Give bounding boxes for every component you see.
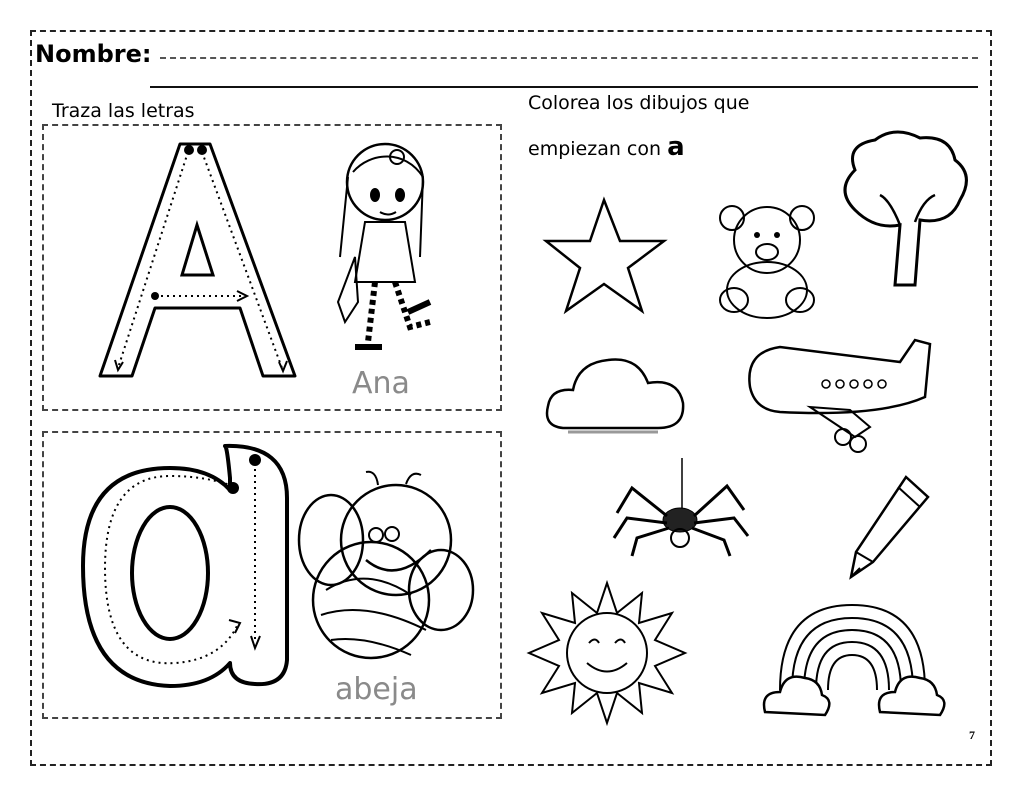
- trace-instruction: Traza las letras: [52, 100, 195, 122]
- star-icon: [542, 196, 667, 316]
- page-number: 7: [969, 728, 975, 742]
- pencil-icon: [848, 472, 933, 582]
- teddy-bear-icon: [712, 200, 822, 318]
- airplane-icon: [740, 332, 940, 462]
- sun-icon: [527, 578, 687, 728]
- name-dashed-line: [160, 57, 978, 59]
- word-abeja: abeja: [335, 672, 418, 707]
- rainbow-icon: [760, 600, 945, 725]
- bee-picture: [296, 470, 476, 680]
- cloud-icon: [543, 348, 688, 438]
- spider-icon: [612, 458, 752, 558]
- name-solid-line: [150, 86, 978, 88]
- uppercase-a-letter: [85, 138, 315, 388]
- color-instruction-line1: Colorea los dibujos que: [528, 92, 750, 114]
- word-ana: Ana: [352, 366, 410, 401]
- instruction-letter: a: [667, 132, 685, 162]
- color-instruction-line2: empiezan con a: [528, 132, 685, 162]
- lowercase-a-letter: [75, 438, 300, 693]
- tree-icon: [835, 130, 975, 290]
- name-label: Nombre:: [35, 40, 152, 68]
- girl-picture: [320, 137, 435, 367]
